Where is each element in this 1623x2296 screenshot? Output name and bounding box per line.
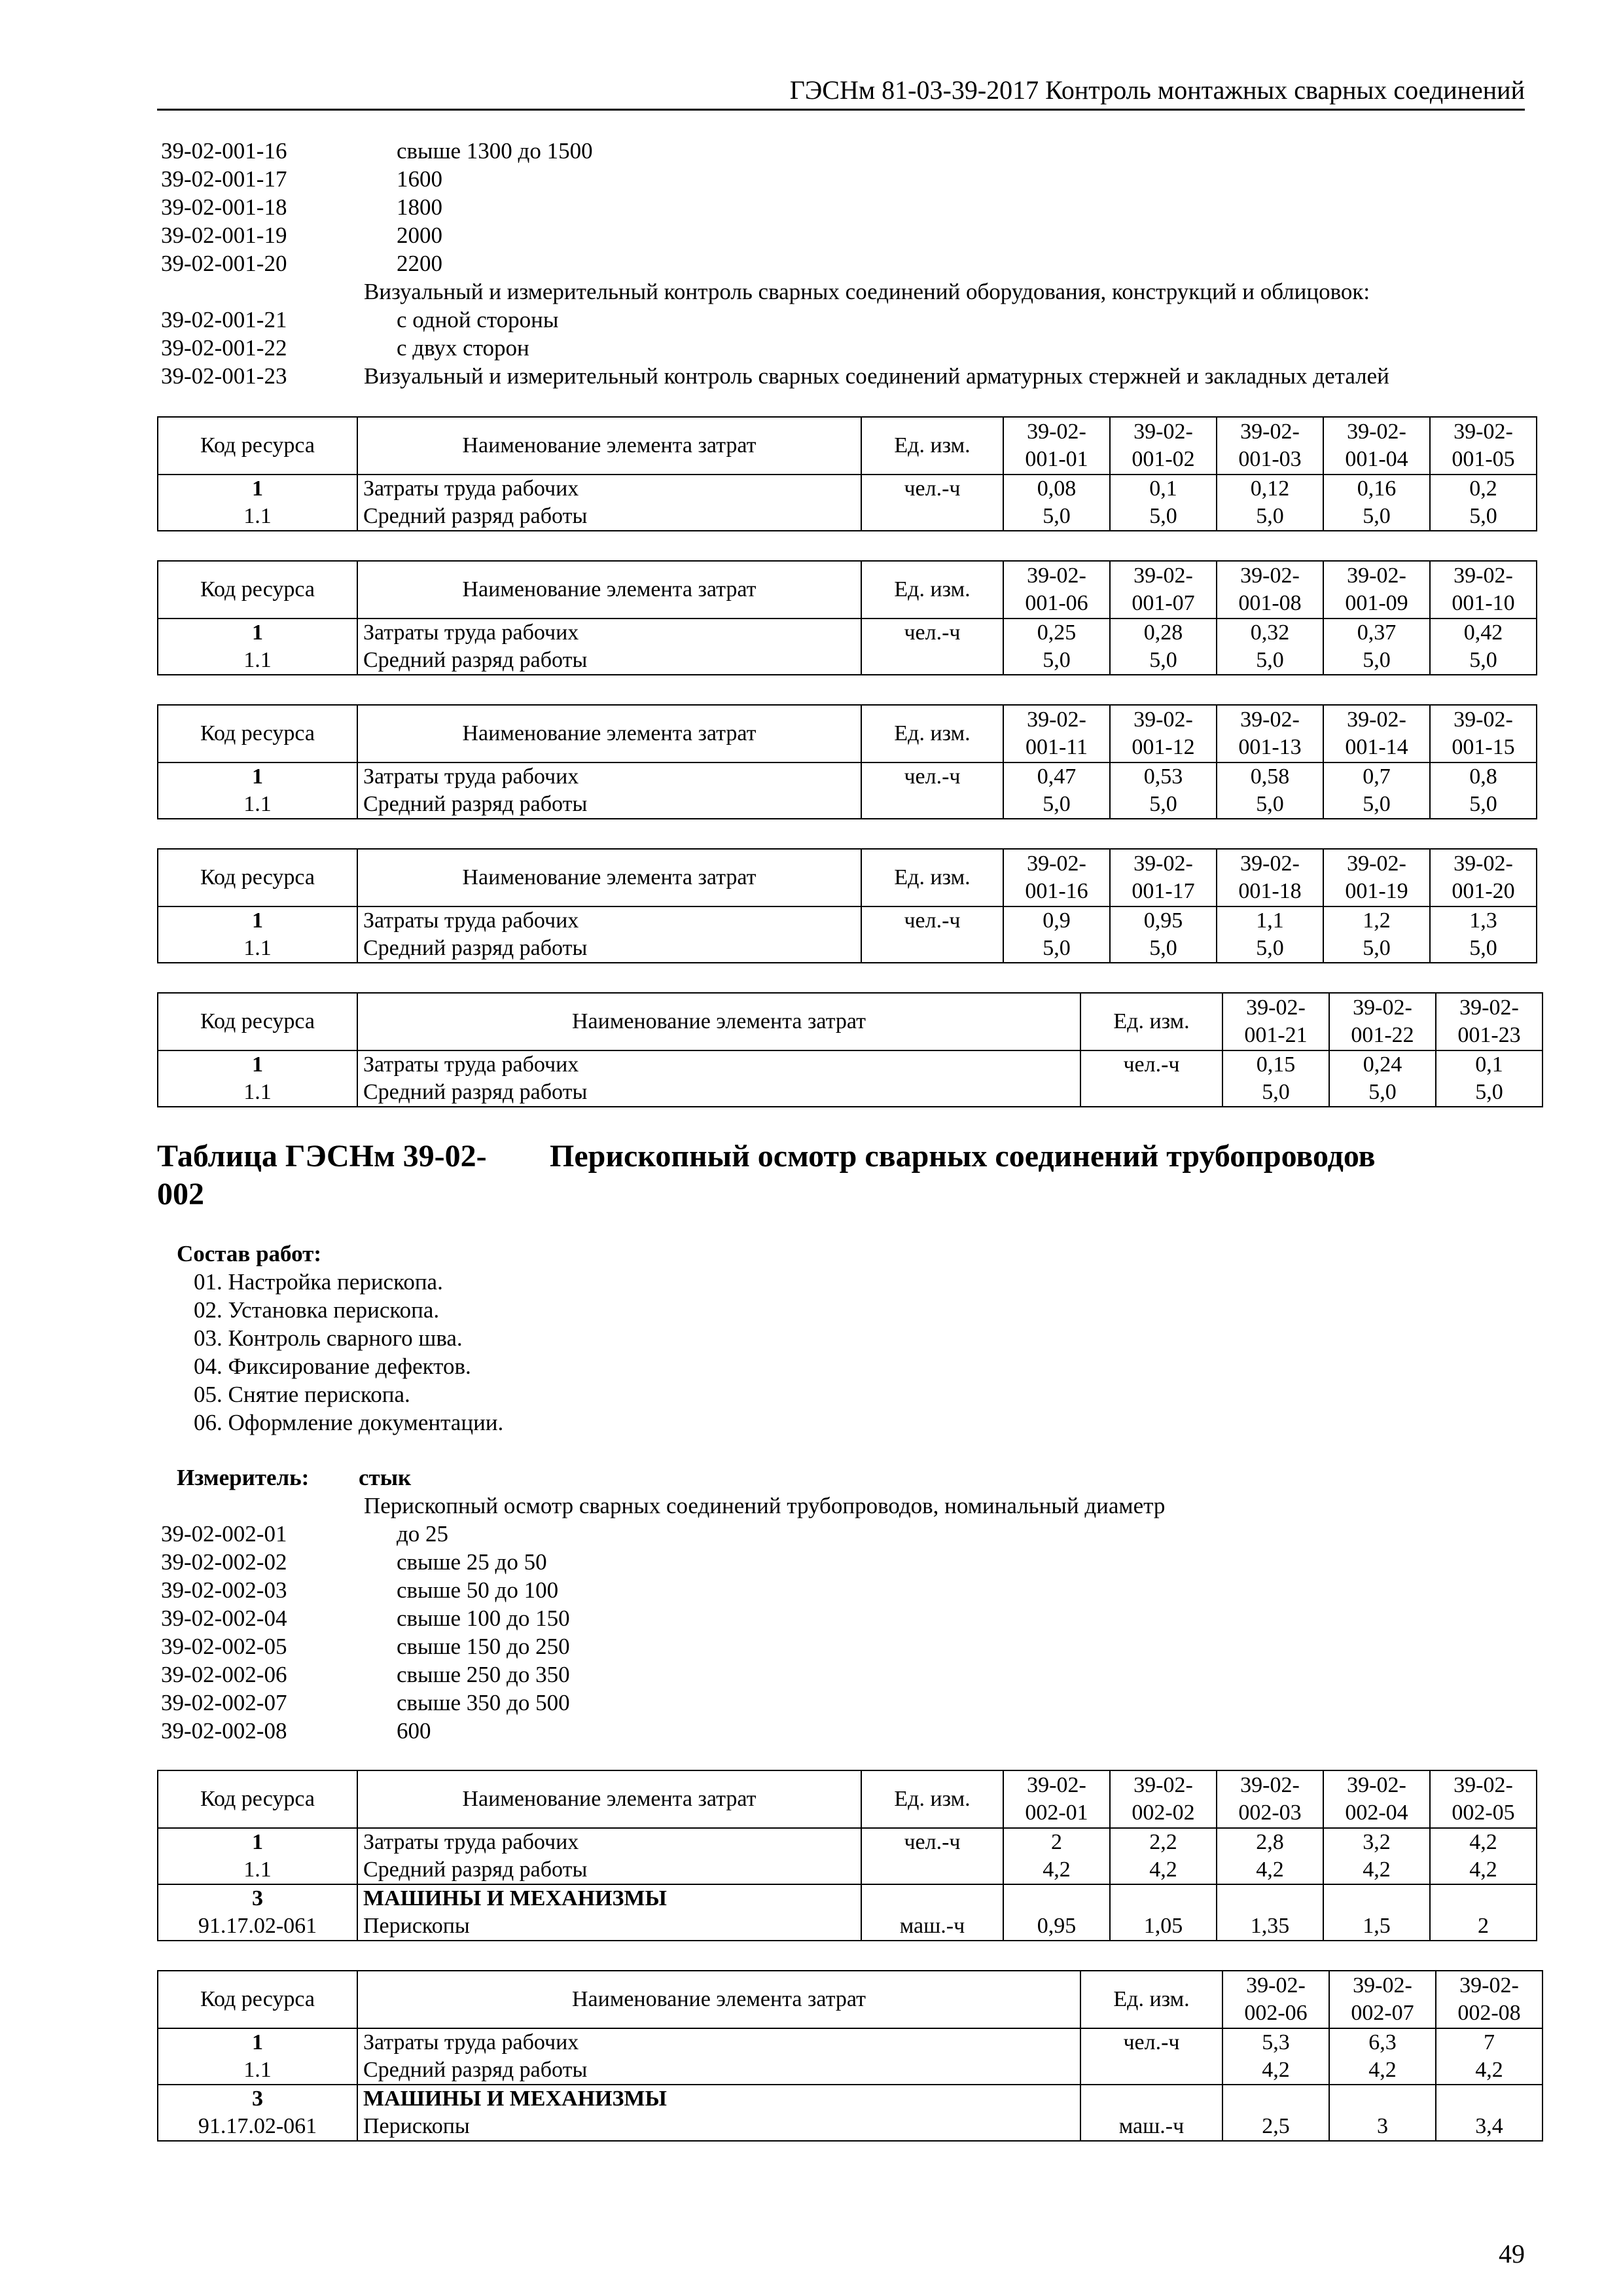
header-norm-code: 39-02- 001-22 [1329, 993, 1436, 1050]
resource-table [157, 704, 1537, 819]
code-list-row [161, 165, 1535, 193]
row-resource-code: 1.1 [158, 503, 357, 531]
row-cost-element: Затраты труда рабочих [357, 475, 861, 503]
row-unit [1080, 2085, 1222, 2113]
header-unit: Ед. изм. [861, 561, 1003, 619]
resource-description: свыше 50 до 100 [397, 1577, 559, 1603]
header-norm-code: 39-02- 001-12 [1110, 705, 1217, 762]
row-value: 0,32 [1217, 619, 1323, 647]
row-value: 5,0 [1110, 935, 1217, 963]
resource-description: Визуальный и измерительный контроль сварных соединений арматурных стержней и закладных деталей [364, 363, 1389, 389]
header-cost-element: Наименование элемента затрат [357, 1770, 861, 1828]
top-code-list [161, 137, 1535, 390]
row-cost-element: Перископы [357, 1912, 861, 1941]
row-cost-element: Средний разряд работы [357, 2056, 1080, 2085]
code-list-row [161, 137, 1535, 165]
row-value: 0,12 [1217, 475, 1323, 503]
row-value: 0,47 [1003, 762, 1110, 791]
header-unit: Ед. изм. [861, 417, 1003, 475]
row-value: 5,0 [1110, 503, 1217, 531]
row-value: 1,05 [1110, 1912, 1217, 1941]
row-value: 5,0 [1110, 791, 1217, 819]
header-resource-code: Код ресурса [158, 1770, 357, 1828]
row-value: 5,0 [1003, 647, 1110, 675]
work-composition [177, 1240, 503, 1437]
row-value: 1,2 [1323, 906, 1430, 935]
header-cost-element: Наименование элемента затрат [357, 705, 861, 762]
header-norm-code: 39-02- 001-03 [1217, 417, 1323, 475]
header-unit: Ед. изм. [861, 849, 1003, 906]
resource-table [157, 560, 1537, 675]
header-norm-code: 39-02- 001-21 [1222, 993, 1329, 1050]
row-value: 0,7 [1323, 762, 1430, 791]
row-value [1003, 1884, 1110, 1912]
row-value: 2,2 [1110, 1828, 1217, 1856]
work-step: 03. Контроль сварного шва. [194, 1325, 463, 1351]
row-value: 0,37 [1323, 619, 1430, 647]
header-norm-code: 39-02- 001-06 [1003, 561, 1110, 619]
header-norm-code: 39-02- 001-20 [1430, 849, 1537, 906]
row-resource-code: 3 [158, 1884, 357, 1912]
row-unit: чел.-ч [1080, 1050, 1222, 1079]
row-value: 0,1 [1110, 475, 1217, 503]
work-composition-heading: Состав работ: [177, 1241, 321, 1266]
row-unit: чел.-ч [861, 619, 1003, 647]
row-value: 0,95 [1110, 906, 1217, 935]
row-value: 4,2 [1329, 2056, 1436, 2085]
code-list-row [161, 193, 1535, 221]
resource-code: 39-02-001-18 [161, 194, 287, 220]
row-value: 5,0 [1110, 647, 1217, 675]
row-value: 2,5 [1222, 2113, 1329, 2141]
row-value: 5,0 [1003, 791, 1110, 819]
row-unit [1080, 2056, 1222, 2085]
row-cost-element: Средний разряд работы [357, 1856, 861, 1884]
row-value: 4,2 [1436, 2056, 1543, 2085]
row-value [1323, 1884, 1430, 1912]
resource-table [157, 848, 1537, 963]
header-resource-code: Код ресурса [158, 1971, 357, 2028]
code-list-row [161, 1520, 1535, 1548]
row-value: 0,53 [1110, 762, 1217, 791]
resource-code: 39-02-001-21 [161, 307, 287, 332]
row-cost-element: Средний разряд работы [357, 647, 861, 675]
resource-table [157, 1770, 1537, 1941]
header-norm-code: 39-02- 001-14 [1323, 705, 1430, 762]
row-resource-code: 91.17.02-061 [158, 2113, 357, 2141]
row-resource-code: 1 [158, 906, 357, 935]
row-unit: чел.-ч [1080, 2028, 1222, 2056]
resource-code: 39-02-001-22 [161, 335, 287, 361]
row-cost-element: Затраты труда рабочих [357, 2028, 1080, 2056]
row-value: 0,58 [1217, 762, 1323, 791]
row-resource-code: 1 [158, 762, 357, 791]
row-value [1436, 2085, 1543, 2113]
bottom-code-list [161, 1492, 1535, 1745]
code-list-row [161, 1492, 1535, 1520]
resource-description: 1600 [397, 166, 442, 192]
header-norm-code: 39-02- 001-02 [1110, 417, 1217, 475]
header-unit: Ед. изм. [1080, 993, 1222, 1050]
resource-code: 39-02-001-16 [161, 138, 287, 164]
row-unit: маш.-ч [861, 1912, 1003, 1941]
row-resource-code: 1.1 [158, 1856, 357, 1884]
row-value: 4,2 [1430, 1828, 1537, 1856]
header-unit: Ед. изм. [1080, 1971, 1222, 2028]
row-value: 5,0 [1430, 791, 1537, 819]
row-resource-code: 1.1 [158, 935, 357, 963]
row-resource-code: 1 [158, 619, 357, 647]
row-value [1222, 2085, 1329, 2113]
table-title-name: Перископный осмотр сварных соединений трубопроводов [550, 1139, 1376, 1174]
row-value: 0,1 [1436, 1050, 1543, 1079]
header-norm-code: 39-02- 001-18 [1217, 849, 1323, 906]
row-cost-element: Средний разряд работы [357, 935, 861, 963]
resource-description: Перископный осмотр сварных соединений трубопроводов, номинальный диаметр [364, 1493, 1166, 1518]
header-norm-code: 39-02- 002-05 [1430, 1770, 1537, 1828]
header-resource-code: Код ресурса [158, 993, 357, 1050]
code-list-row [161, 221, 1535, 249]
row-value: 0,15 [1222, 1050, 1329, 1079]
row-value [1329, 2085, 1436, 2113]
table-title-number: Таблица ГЭСНм 39-02- 002 [157, 1139, 487, 1211]
resource-description: 600 [397, 1718, 431, 1744]
header-divider [157, 109, 1525, 111]
header-norm-code: 39-02- 001-23 [1436, 993, 1543, 1050]
row-value: 2,8 [1217, 1828, 1323, 1856]
resource-description: с двух сторон [397, 335, 529, 361]
row-cost-element: Затраты труда рабочих [357, 906, 861, 935]
resource-code: 39-02-001-17 [161, 166, 287, 192]
row-unit [861, 647, 1003, 675]
row-value: 5,0 [1430, 935, 1537, 963]
header-norm-code: 39-02- 001-05 [1430, 417, 1537, 475]
row-cost-element: МАШИНЫ И МЕХАНИЗМЫ [357, 1884, 861, 1912]
row-cost-element: Средний разряд работы [357, 1079, 1080, 1107]
header-resource-code: Код ресурса [158, 849, 357, 906]
row-resource-code: 1 [158, 475, 357, 503]
header-norm-code: 39-02- 002-03 [1217, 1770, 1323, 1828]
code-list-row [161, 1689, 1535, 1717]
row-value: 5,3 [1222, 2028, 1329, 2056]
page-number: 49 [1499, 2239, 1525, 2269]
resource-description: до 25 [397, 1521, 449, 1547]
row-resource-code: 1 [158, 2028, 357, 2056]
row-value: 5,0 [1430, 503, 1537, 531]
row-resource-code: 1.1 [158, 791, 357, 819]
resource-code: 39-02-002-01 [161, 1521, 287, 1547]
measure-unit-value: стык [359, 1465, 412, 1490]
work-step: 01. Настройка перископа. [194, 1269, 443, 1295]
row-value: 5,0 [1329, 1079, 1436, 1107]
row-unit [861, 935, 1003, 963]
row-value: 0,2 [1430, 475, 1537, 503]
resource-table [157, 416, 1537, 531]
row-cost-element: Затраты труда рабочих [357, 1828, 861, 1856]
row-value: 4,2 [1217, 1856, 1323, 1884]
row-value [1110, 1884, 1217, 1912]
row-value: 3 [1329, 2113, 1436, 2141]
row-unit [861, 1884, 1003, 1912]
row-value: 4,2 [1110, 1856, 1217, 1884]
row-value: 5,0 [1430, 647, 1537, 675]
resource-description: свыше 350 до 500 [397, 1690, 570, 1715]
row-value: 4,2 [1003, 1856, 1110, 1884]
row-resource-code: 1.1 [158, 2056, 357, 2085]
row-value: 5,0 [1217, 503, 1323, 531]
header-cost-element: Наименование элемента затрат [357, 561, 861, 619]
code-list-row [161, 1604, 1535, 1632]
row-value [1430, 1884, 1537, 1912]
row-unit [1080, 1079, 1222, 1107]
header-norm-code: 39-02- 001-11 [1003, 705, 1110, 762]
code-list-row [161, 306, 1535, 334]
header-norm-code: 39-02- 001-10 [1430, 561, 1537, 619]
header-norm-code: 39-02- 001-07 [1110, 561, 1217, 619]
header-cost-element: Наименование элемента затрат [357, 417, 861, 475]
header-norm-code: 39-02- 002-06 [1222, 1971, 1329, 2028]
row-value: 1,1 [1217, 906, 1323, 935]
header-norm-code: 39-02- 001-16 [1003, 849, 1110, 906]
resource-table [157, 992, 1543, 1107]
row-value: 5,0 [1323, 647, 1430, 675]
row-value: 1,3 [1430, 906, 1537, 935]
header-unit: Ед. изм. [861, 1770, 1003, 1828]
header-cost-element: Наименование элемента затрат [357, 849, 861, 906]
row-resource-code: 1.1 [158, 1079, 357, 1107]
row-cost-element: Затраты труда рабочих [357, 1050, 1080, 1079]
row-unit: чел.-ч [861, 906, 1003, 935]
row-unit [861, 791, 1003, 819]
row-value: 5,0 [1217, 647, 1323, 675]
header-norm-code: 39-02- 001-01 [1003, 417, 1110, 475]
resource-description: с одной стороны [397, 307, 559, 332]
row-value: 6,3 [1329, 2028, 1436, 2056]
row-value: 2 [1003, 1828, 1110, 1856]
code-list-row [161, 362, 1535, 390]
resource-description: Визуальный и измерительный контроль сварных соединений оборудования, конструкций и облицовок: [364, 279, 1370, 304]
row-value: 5,0 [1222, 1079, 1329, 1107]
row-value: 5,0 [1323, 791, 1430, 819]
header-resource-code: Код ресурса [158, 705, 357, 762]
row-value: 5,0 [1217, 791, 1323, 819]
row-value: 4,2 [1222, 2056, 1329, 2085]
row-value: 0,42 [1430, 619, 1537, 647]
row-unit: чел.-ч [861, 1828, 1003, 1856]
resource-code: 39-02-001-23 [161, 363, 287, 389]
row-value: 1,5 [1323, 1912, 1430, 1941]
row-cost-element: Затраты труда рабочих [357, 619, 861, 647]
resource-code: 39-02-002-06 [161, 1662, 287, 1687]
header-norm-code: 39-02- 001-09 [1323, 561, 1430, 619]
work-step: 04. Фиксирование дефектов. [194, 1354, 471, 1379]
resource-code: 39-02-002-03 [161, 1577, 287, 1603]
row-cost-element: Затраты труда рабочих [357, 762, 861, 791]
header-norm-code: 39-02- 002-07 [1329, 1971, 1436, 2028]
row-value: 7 [1436, 2028, 1543, 2056]
code-list-row [161, 1660, 1535, 1689]
resource-description: 1800 [397, 194, 442, 220]
row-value: 4,2 [1430, 1856, 1537, 1884]
code-list-row [161, 249, 1535, 278]
resource-description: свыше 1300 до 1500 [397, 138, 593, 164]
row-value: 2 [1430, 1912, 1537, 1941]
row-value: 0,9 [1003, 906, 1110, 935]
row-value: 5,0 [1323, 503, 1430, 531]
code-list-row [161, 1548, 1535, 1576]
row-value: 5,0 [1217, 935, 1323, 963]
code-list-row [161, 1576, 1535, 1604]
resource-description: свыше 150 до 250 [397, 1634, 570, 1659]
work-step: 02. Установка перископа. [194, 1297, 440, 1323]
row-resource-code: 91.17.02-061 [158, 1912, 357, 1941]
header-norm-code: 39-02- 002-01 [1003, 1770, 1110, 1828]
row-value: 0,28 [1110, 619, 1217, 647]
header-unit: Ед. изм. [861, 705, 1003, 762]
row-value: 0,8 [1430, 762, 1537, 791]
row-value: 5,0 [1323, 935, 1430, 963]
row-value: 0,24 [1329, 1050, 1436, 1079]
header-resource-code: Код ресурса [158, 417, 357, 475]
row-value: 3,4 [1436, 2113, 1543, 2141]
row-value: 0,08 [1003, 475, 1110, 503]
row-value: 3,2 [1323, 1828, 1430, 1856]
header-norm-code: 39-02- 001-13 [1217, 705, 1323, 762]
header-cost-element: Наименование элемента затрат [357, 993, 1080, 1050]
resource-table [157, 1970, 1543, 2142]
resource-description: свыше 250 до 350 [397, 1662, 570, 1687]
resource-code: 39-02-001-20 [161, 251, 287, 276]
code-list-row [161, 1632, 1535, 1660]
page-header-title: ГЭСНм 81-03-39-2017 Контроль монтажных сварных соединений [789, 75, 1525, 105]
work-step: 05. Снятие перископа. [194, 1382, 410, 1407]
row-unit: чел.-ч [861, 475, 1003, 503]
row-cost-element: МАШИНЫ И МЕХАНИЗМЫ [357, 2085, 1080, 2113]
row-cost-element: Средний разряд работы [357, 503, 861, 531]
work-step: 06. Оформление документации. [194, 1410, 504, 1435]
header-norm-code: 39-02- 001-08 [1217, 561, 1323, 619]
row-resource-code: 1 [158, 1050, 357, 1079]
resource-code: 39-02-002-05 [161, 1634, 287, 1659]
row-unit [861, 1856, 1003, 1884]
row-resource-code: 1 [158, 1828, 357, 1856]
row-value: 4,2 [1323, 1856, 1430, 1884]
resource-code: 39-02-002-02 [161, 1549, 287, 1575]
resource-description: 2000 [397, 223, 442, 248]
row-value: 1,35 [1217, 1912, 1323, 1941]
row-value: 5,0 [1003, 503, 1110, 531]
resource-description: 2200 [397, 251, 442, 276]
code-list-row [161, 334, 1535, 362]
header-norm-code: 39-02- 002-04 [1323, 1770, 1430, 1828]
header-cost-element: Наименование элемента затрат [357, 1971, 1080, 2028]
header-norm-code: 39-02- 001-17 [1110, 849, 1217, 906]
header-norm-code: 39-02- 002-08 [1436, 1971, 1543, 2028]
resource-description: свыше 25 до 50 [397, 1549, 547, 1575]
row-cost-element: Средний разряд работы [357, 791, 861, 819]
header-norm-code: 39-02- 002-02 [1110, 1770, 1217, 1828]
row-value: 5,0 [1436, 1079, 1543, 1107]
resource-code: 39-02-002-07 [161, 1690, 287, 1715]
header-norm-code: 39-02- 001-15 [1430, 705, 1537, 762]
header-norm-code: 39-02- 001-04 [1323, 417, 1430, 475]
row-value: 5,0 [1003, 935, 1110, 963]
row-value: 0,25 [1003, 619, 1110, 647]
row-value: 0,16 [1323, 475, 1430, 503]
code-list-row [161, 1717, 1535, 1745]
code-list-row [161, 278, 1535, 306]
row-resource-code: 3 [158, 2085, 357, 2113]
row-unit: маш.-ч [1080, 2113, 1222, 2141]
header-norm-code: 39-02- 001-19 [1323, 849, 1430, 906]
resource-code: 39-02-002-08 [161, 1718, 287, 1744]
measure-unit-label: Измеритель: [177, 1465, 310, 1490]
resource-code: 39-02-002-04 [161, 1605, 287, 1631]
row-resource-code: 1.1 [158, 647, 357, 675]
row-unit [861, 503, 1003, 531]
header-resource-code: Код ресурса [158, 561, 357, 619]
row-value: 0,95 [1003, 1912, 1110, 1941]
row-unit: чел.-ч [861, 762, 1003, 791]
resource-description: свыше 100 до 150 [397, 1605, 570, 1631]
row-value [1217, 1884, 1323, 1912]
resource-code: 39-02-001-19 [161, 223, 287, 248]
row-cost-element: Перископы [357, 2113, 1080, 2141]
